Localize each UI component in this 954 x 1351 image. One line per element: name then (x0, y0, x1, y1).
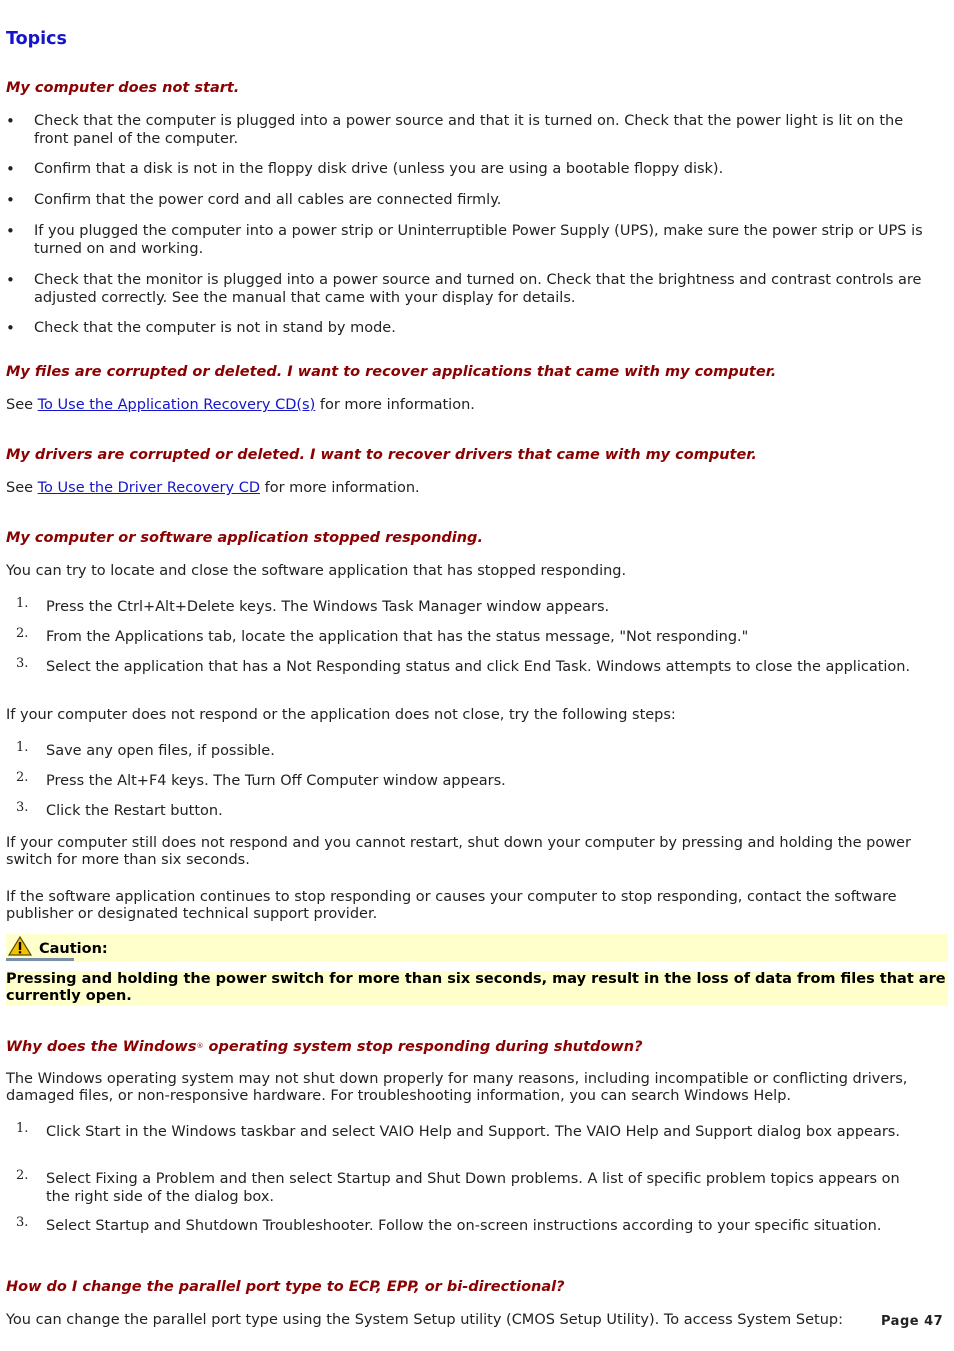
caution-text: Pressing and holding the power switch for more than six seconds, may result in the loss of data from files that are currently open. (6, 971, 948, 1006)
step-text: Press the Ctrl+Alt+Delete keys. The Windows Task Manager window appears. (46, 599, 610, 615)
step-number: 3. (16, 1215, 29, 1230)
list-item-text: Check that the computer is not in stand by mode. (34, 320, 396, 336)
list-item-text: Check that the monitor is plugged into a power source and turned on. Check that the brightness and contrast controls are adjusted correctly. See the manual that came with your display for details. (34, 272, 922, 306)
caution-header (6, 934, 948, 962)
list-item-text: Confirm that the power cord and all cables are connected firmly. (34, 192, 502, 208)
section-heading-stopped-responding: My computer or software application stopped responding. (6, 530, 483, 546)
step-text: Click the Restart button. (46, 803, 223, 819)
heading-part: Why does the Windows (6, 1039, 197, 1055)
section-heading-computer-not-start: My computer does not start. (6, 80, 240, 96)
intro-paragraph: You can try to locate and close the software application that has stopped responding. (6, 563, 627, 579)
see-also-paragraph (6, 397, 475, 414)
step-number: 3. (16, 656, 29, 671)
intro-paragraph: If your computer does not respond or the application does not close, try the following steps: (6, 707, 676, 723)
body-paragraph: If your computer still does not respond and you cannot restart, shut down your computer by pressing and holding the power switch for more than six seconds. (6, 835, 911, 868)
step-text: Select the application that has a Not Responding status and click End Task. Windows attempts to close the application. (46, 659, 911, 675)
intro-paragraph: You can change the parallel port type using the System Setup utility (CMOS Setup Utility). To access System Setup: (6, 1312, 843, 1328)
see-suffix: for more information. (315, 397, 475, 413)
registered-mark: ® (196, 1042, 204, 1050)
bullet-icon: • (6, 191, 15, 209)
step-number: 1. (16, 596, 29, 611)
page-title: Topics (6, 29, 67, 49)
bullet-icon: • (6, 160, 15, 178)
step-number: 1. (16, 740, 29, 755)
see-also-paragraph (6, 480, 420, 497)
section-heading-parallel-port: How do I change the parallel port type to ECP, EPP, or bi-directional? (6, 1279, 565, 1295)
see-prefix: See (6, 480, 38, 496)
caution-underline (6, 958, 74, 961)
page-number: Page 47 (881, 1314, 944, 1329)
see-suffix: for more information. (260, 480, 420, 496)
step-number: 2. (16, 1168, 29, 1183)
step-text: Press the Alt+F4 keys. The Turn Off Computer window appears. (46, 773, 506, 789)
step-text: Save any open files, if possible. (46, 743, 275, 759)
see-prefix: See (6, 397, 38, 413)
step-number: 1. (16, 1121, 29, 1136)
step-text: Select Fixing a Problem and then select Startup and Shut Down problems. A list of specific problem topics appears on the right side of the dialog box. (46, 1171, 900, 1205)
body-paragraph: If the software application continues to stop responding or causes your computer to stop responding, contact the software publisher or designated technical support provider. (6, 889, 897, 922)
section-heading-drivers-corrupted: My drivers are corrupted or deleted. I want to recover drivers that came with my computer. (6, 447, 757, 463)
list-item-text: If you plugged the computer into a power strip or Uninterruptible Power Supply (UPS), make sure the power strip or UPS is turned on and working. (34, 223, 923, 257)
application-recovery-link[interactable]: To Use the Application Recovery CD(s) (37, 397, 316, 413)
warning-triangle-icon (8, 936, 32, 960)
bullet-icon: • (6, 319, 15, 337)
step-number: 2. (16, 770, 29, 785)
section-heading-files-corrupted: My files are corrupted or deleted. I want to recover applications that came with my computer. (6, 364, 777, 380)
bullet-icon: • (6, 271, 15, 289)
heading-part: operating system stop responding during shutdown? (203, 1039, 643, 1055)
bullet-icon: • (6, 112, 15, 130)
bullet-icon: • (6, 222, 15, 240)
section-heading-windows-shutdown (6, 1039, 643, 1055)
list-item-text: Confirm that a disk is not in the floppy disk drive (unless you are using a bootable floppy disk). (34, 161, 724, 177)
step-number: 3. (16, 800, 29, 815)
intro-paragraph: The Windows operating system may not shut down properly for many reasons, including incompatible or conflicting drivers, damaged files, or non-responsive hardware. For troubleshooting information, you can search Windows Help. (6, 1071, 908, 1104)
step-text: From the Applications tab, locate the application that has the status message, "Not responding." (46, 629, 749, 645)
step-number: 2. (16, 626, 29, 641)
step-text: Click Start in the Windows taskbar and select VAIO Help and Support. The VAIO Help and Support dialog box appears. (46, 1124, 900, 1140)
list-item-text: Check that the computer is plugged into a power source and that it is turned on. Check that the power light is lit on the front panel of the computer. (34, 113, 904, 147)
driver-recovery-link[interactable]: To Use the Driver Recovery CD (37, 480, 260, 496)
step-text: Select Startup and Shutdown Troubleshooter. Follow the on-screen instructions according to your specific situation. (46, 1218, 882, 1234)
caution-label: Caution: (39, 941, 108, 957)
